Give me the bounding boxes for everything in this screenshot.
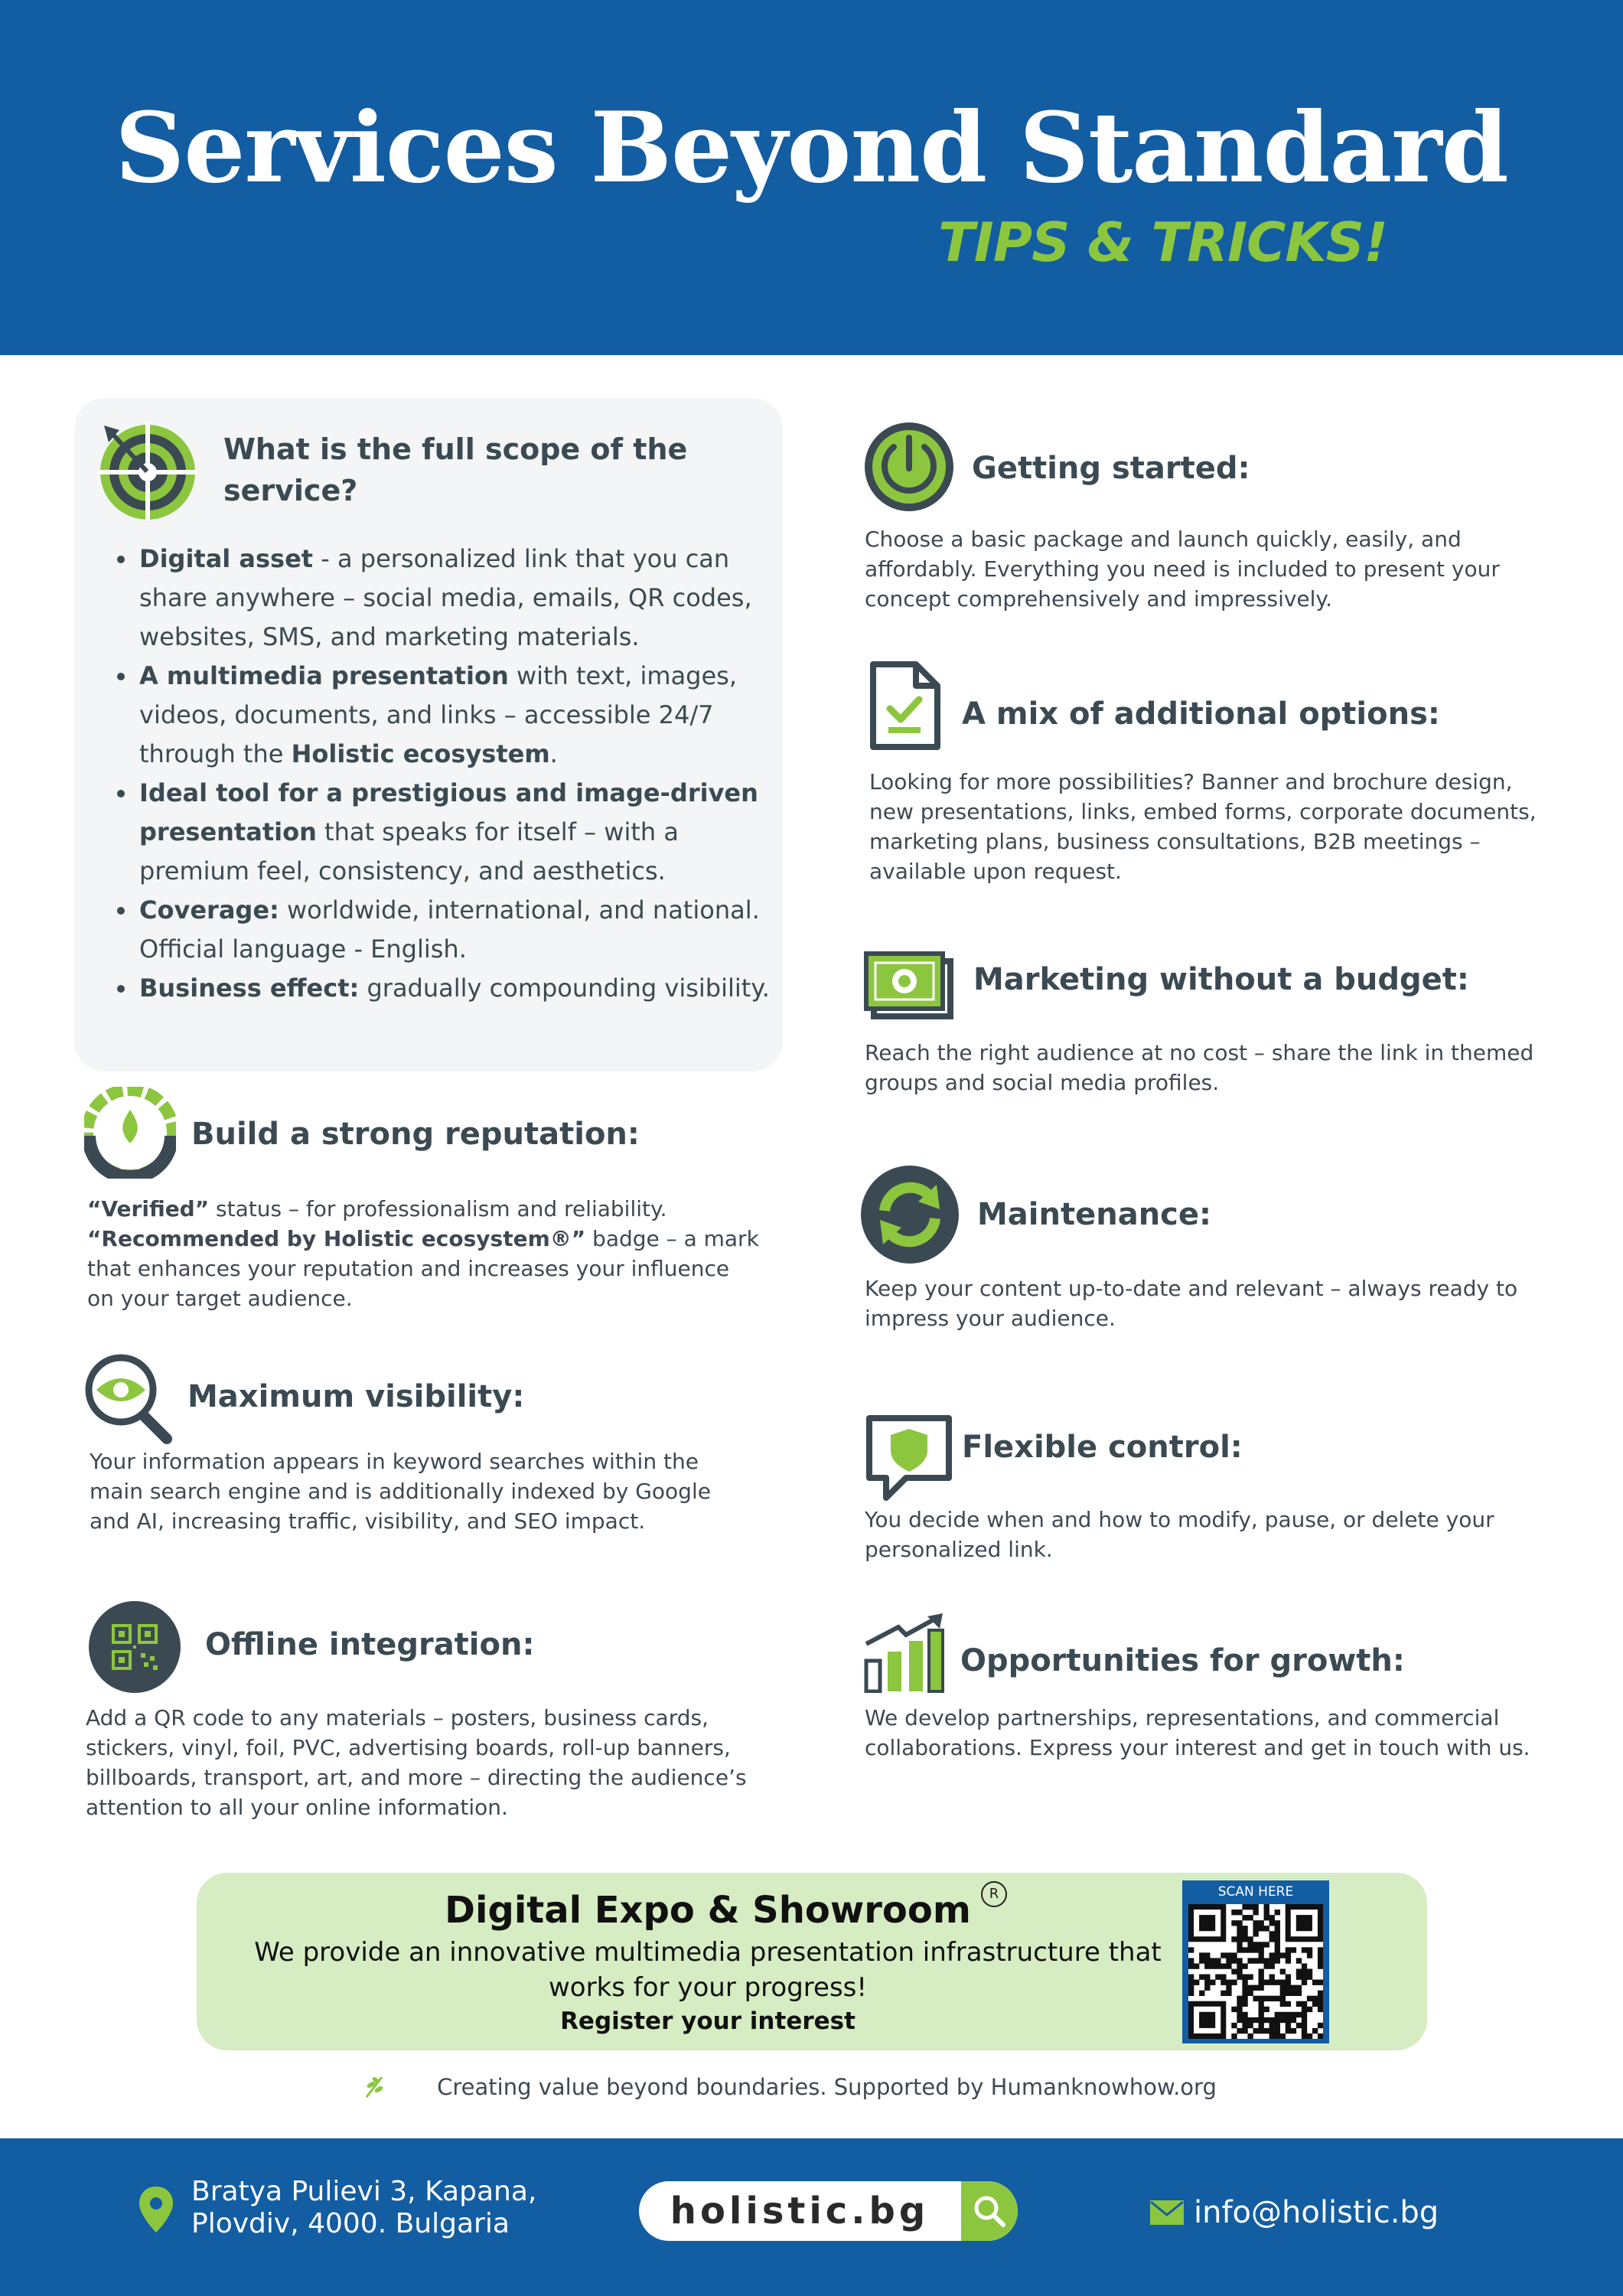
registered-mark: R xyxy=(981,1881,1007,1907)
chat-shield-icon xyxy=(863,1412,955,1504)
growth-chart-icon xyxy=(863,1613,946,1693)
options-title: A mix of additional options: xyxy=(962,696,1440,732)
getting-started-title: Getting started: xyxy=(972,451,1250,486)
reputation-title: Build a strong reputation: xyxy=(191,1117,640,1152)
reputation-gauge-icon xyxy=(84,1087,176,1179)
visibility-body: Your information appears in keyword searches within the main search engine and is additionally indexed by Google and AI, increasing traffic, visibility, and SEO impact. xyxy=(90,1449,711,1534)
location-pin-icon xyxy=(138,2185,174,2234)
options-body: Looking for more possibilities? Banner and brochure design, new presentations, links, embed forms, corporate documents, marketing plans, business consultations, B2B meetings – available upon request. xyxy=(869,769,1537,884)
list-item: • Coverage: worldwide, international, and national. Official language - English. xyxy=(138,891,796,969)
list-item: • A multimedia presentation with text, images, videos, documents, and links – accessible 24/7 through the Holistic ecosystem. xyxy=(138,657,796,774)
growth-title: Opportunities for growth: xyxy=(960,1643,1405,1678)
maintenance-body: Keep your content up-to-date and relevant – always ready to impress your audience. xyxy=(865,1276,1518,1331)
offline-body: Add a QR code to any materials – posters, business cards, stickers, vinyl, foil, PVC, advertising boards, roll-up banners, billboards, transport, art, and more – directing the audience’s attention to all your online information. xyxy=(86,1705,747,1820)
control-title: Flexible control: xyxy=(962,1430,1243,1465)
address: Bratya Pulievi 3, Kapana, Plovdiv, 4000. Bulgaria xyxy=(191,2176,537,2239)
marketing-body: Reach the right audience at no cost – share the link in themed groups and social media profiles. xyxy=(865,1040,1534,1095)
qr-code-image[interactable] xyxy=(1188,1904,1323,2039)
register-interest-link[interactable]: Register your interest xyxy=(560,2007,855,2035)
visibility-title: Maximum visibility: xyxy=(187,1379,525,1414)
scope-title: What is the full scope of the service? xyxy=(223,432,688,507)
expo-description: We provide an innovative multimedia presentation infrastructure that works for your progress! xyxy=(254,1937,1162,2003)
money-icon xyxy=(863,949,955,1022)
offline-title: Offline integration: xyxy=(205,1627,535,1662)
page-subtitle: TIPS & TRICKS! xyxy=(938,211,1387,274)
list-item: • Digital asset - a personalized link that you can share anywhere – social media, emails, QR codes, websites, SMS, and marketing materials. xyxy=(138,540,796,657)
envelope-icon xyxy=(1149,2200,1185,2226)
tagline: Creating value beyond boundaries. Supported by Humanknowhow.org xyxy=(437,2074,1217,2100)
page-title: Services Beyond Standard xyxy=(115,91,1508,204)
list-item: • Business effect: gradually compounding visibility. xyxy=(138,969,796,1008)
maintenance-title: Maintenance: xyxy=(977,1197,1212,1232)
control-body: You decide when and how to modify, pause, or delete your personalized link. xyxy=(865,1507,1494,1562)
power-icon xyxy=(863,421,955,513)
email-link[interactable]: info@holistic.bg xyxy=(1194,2195,1439,2230)
marketing-title: Marketing without a budget: xyxy=(973,962,1469,997)
growth-body: We develop partnerships, representations, and commercial collaborations. Express your interest and get in touch with us. xyxy=(865,1705,1530,1760)
qr-caption: SCAN HERE xyxy=(1217,1884,1294,1900)
list-item: • Ideal tool for a prestigious and image-driven presentation that speaks for itself – with a premium feel, consistency, and aesthetics. xyxy=(138,774,796,891)
document-check-icon xyxy=(869,660,942,752)
reputation-body: “Verified” status – for professionalism and reliability. “Recommended by Holistic ecosystem®” badge – a mark that enhances your reputation and increases your influence on your target audience. xyxy=(87,1196,759,1311)
target-icon xyxy=(98,421,197,520)
getting-started-body: Choose a basic package and launch quickly, easily, and affordably. Everything you need is included to present your concept comprehensively and impressively. xyxy=(865,527,1500,612)
search-icon[interactable] xyxy=(972,2193,1007,2229)
refresh-icon xyxy=(860,1165,960,1264)
scope-list xyxy=(107,540,796,1008)
expo-title: Digital Expo & Showroom xyxy=(445,1889,971,1932)
qr-code-icon xyxy=(89,1601,181,1693)
website-link[interactable]: holistic.bg xyxy=(670,2190,930,2232)
magnifier-eye-icon xyxy=(83,1353,174,1445)
